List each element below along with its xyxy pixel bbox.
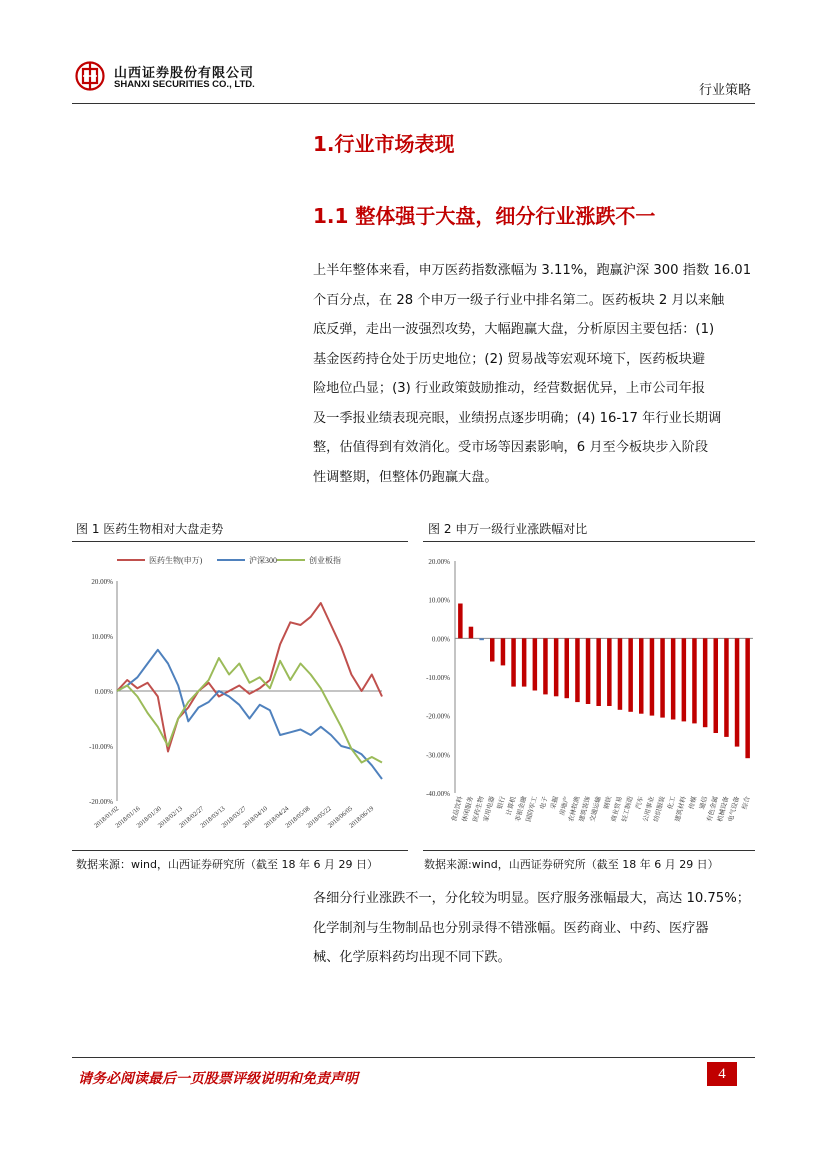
text-line: 上半年整体来看，申万医药指数涨幅为 3.11%，跑赢沪深 300 指数 16.01 bbox=[313, 263, 752, 278]
x-tick-label: 2018/02/27 bbox=[178, 805, 206, 830]
text-line: 个百分点，在 28 个申万一级子行业中排名第二。医药板块 2 月以来触 bbox=[313, 292, 725, 308]
figure2-top-rule bbox=[423, 541, 755, 542]
bar bbox=[543, 638, 548, 694]
x-tick-label: 非银金融 bbox=[514, 795, 529, 823]
x-tick-label: 计算机 bbox=[505, 795, 518, 817]
figure2-title: 图 2 申万一级行业涨跌幅对比 bbox=[428, 522, 588, 536]
subsection-heading: 1.1 整体强于大盘，细分行业涨跌不一 bbox=[313, 204, 656, 228]
bar bbox=[596, 638, 601, 706]
figure1-top-rule bbox=[72, 541, 408, 542]
figure1-bottom-rule bbox=[72, 850, 408, 851]
y-tick-label: 20.00% bbox=[428, 558, 450, 566]
bar bbox=[501, 638, 506, 665]
x-tick-label: 2018/06/19 bbox=[348, 805, 376, 830]
x-tick-label: 机械设备 bbox=[716, 795, 731, 823]
figure2-bottom-rule bbox=[423, 850, 755, 851]
footer-divider bbox=[72, 1057, 755, 1058]
text-line: 及一季报业绩表现亮眼，业绩拐点逐步明确；(4) 16-17 年行业长期调 bbox=[313, 410, 722, 426]
text-line: 基金医药持仓处于历史地位；(2) 贸易战等宏观环境下，医药板块避 bbox=[313, 351, 706, 367]
text-line: 底反弹，走出一波强烈攻势，大幅跑赢大盘，分析原因主要包括：(1) bbox=[313, 322, 715, 337]
bar bbox=[703, 638, 708, 727]
bar bbox=[490, 638, 495, 661]
body-paragraph-2 bbox=[313, 884, 753, 973]
company-name-en: SHANXI SECURITIES CO., LTD. bbox=[114, 79, 255, 90]
figure1-title: 图 1 医药生物相对大盘走势 bbox=[76, 522, 224, 536]
figure2-bar-chart bbox=[408, 546, 758, 846]
x-tick-label: 银行 bbox=[496, 795, 507, 811]
x-tick-label: 传媒 bbox=[688, 795, 699, 811]
y-tick-label: 10.00% bbox=[428, 596, 450, 605]
legend-label: 沪深300 bbox=[249, 556, 277, 565]
company-name-cn: 山西证券股份有限公司 bbox=[114, 66, 255, 81]
x-tick-label: 家用电器 bbox=[482, 795, 497, 823]
x-tick-label: 综合 bbox=[741, 795, 752, 811]
x-tick-label: 2018/01/02 bbox=[93, 805, 121, 830]
x-tick-label: 钢铁 bbox=[603, 795, 614, 811]
x-tick-label: 房地产 bbox=[558, 795, 571, 817]
bar bbox=[745, 638, 750, 758]
section-heading: 1.行业市场表现 bbox=[313, 132, 455, 156]
legend-label: 医药生物(申万) bbox=[149, 556, 203, 565]
y-tick-label: 0.00% bbox=[94, 688, 113, 696]
x-tick-label: 农林牧渔 bbox=[567, 795, 582, 823]
figure1-line-chart bbox=[72, 546, 408, 846]
bar bbox=[628, 638, 633, 712]
x-tick-label: 通信 bbox=[698, 795, 710, 811]
x-tick-label: 2018/04/10 bbox=[241, 805, 270, 830]
text-line: 化学制剂与生物制品也分别录得不错涨幅。医药商业、中药、医疗器 bbox=[313, 920, 709, 936]
x-tick-label: 2018/05/22 bbox=[305, 805, 333, 830]
bar bbox=[735, 638, 740, 746]
y-tick-label: -40.00% bbox=[426, 790, 450, 798]
x-tick-label: 2018/03/13 bbox=[199, 805, 227, 830]
x-tick-label: 交通运输 bbox=[589, 795, 603, 823]
report-category: 行业策略 bbox=[698, 83, 751, 98]
bar bbox=[469, 627, 474, 639]
header-divider bbox=[72, 103, 755, 104]
y-tick-label: -10.00% bbox=[89, 743, 113, 751]
body-paragraph-1 bbox=[313, 256, 753, 492]
x-tick-label: 纺织服装 bbox=[652, 795, 667, 823]
x-tick-label: 食品饮料 bbox=[450, 795, 465, 823]
x-tick-label: 2018/01/30 bbox=[135, 805, 163, 830]
x-tick-label: 建筑材料 bbox=[674, 795, 688, 823]
bar bbox=[639, 638, 644, 713]
disclaimer-link[interactable]: 请务必阅读最后一页股票评级说明和免责声明 bbox=[78, 1071, 358, 1087]
company-logo-icon bbox=[75, 61, 105, 91]
y-tick-label: 10.00% bbox=[91, 633, 113, 641]
x-tick-label: 有色金属 bbox=[706, 795, 720, 823]
bar bbox=[682, 638, 687, 721]
x-tick-label: 2018/02/13 bbox=[156, 805, 185, 830]
y-tick-label: -30.00% bbox=[426, 751, 450, 760]
text-line: 整，估值得到有效消化。受市场等因素影响，6 月至今板块步入阶段 bbox=[313, 440, 709, 455]
bar bbox=[479, 638, 484, 640]
x-tick-label: 建筑装饰 bbox=[578, 795, 592, 823]
page-number: 4 bbox=[707, 1062, 737, 1086]
x-tick-label: 电子 bbox=[539, 795, 550, 811]
x-tick-label: 2018/05/08 bbox=[284, 805, 312, 830]
bar bbox=[671, 638, 676, 719]
bar bbox=[660, 638, 665, 717]
figure1-source: 数据来源：wind，山西证券研究所（截至 18 年 6 月 29 日） bbox=[76, 858, 378, 871]
figure2-source: 数据来源:wind，山西证券研究所（截至 18 年 6 月 29 日） bbox=[424, 858, 719, 871]
x-tick-label: 医药生物 bbox=[472, 795, 486, 823]
x-tick-label: 商业贸易 bbox=[610, 795, 624, 823]
bar bbox=[607, 638, 612, 706]
x-tick-label: 国防军工 bbox=[525, 795, 539, 823]
bar bbox=[618, 638, 623, 710]
x-tick-label: 轻工制造 bbox=[621, 795, 635, 823]
bar bbox=[522, 638, 527, 686]
legend-label: 创业板指 bbox=[309, 556, 341, 565]
y-tick-label: 20.00% bbox=[91, 578, 113, 586]
text-line: 各细分行业涨跌不一，分化较为明显。医疗服务涨幅最大，高达 10.75%； bbox=[313, 891, 750, 906]
x-tick-label: 采掘 bbox=[549, 795, 561, 811]
x-tick-label: 电气设备 bbox=[727, 795, 741, 823]
text-line: 性调整期，但整体仍跑赢大盘。 bbox=[313, 469, 498, 485]
bar bbox=[650, 638, 655, 715]
x-tick-label: 2018/01/16 bbox=[114, 805, 142, 830]
text-line: 险地位凸显；(3) 行业政策鼓励推动，经营数据优异，上市公司年报 bbox=[313, 381, 706, 396]
x-tick-label: 2018/03/27 bbox=[220, 805, 248, 830]
bar bbox=[565, 638, 570, 698]
y-tick-label: -20.00% bbox=[89, 798, 113, 806]
bar bbox=[554, 638, 559, 696]
bar bbox=[511, 638, 516, 686]
bar bbox=[714, 638, 719, 733]
series-line bbox=[117, 650, 382, 779]
x-tick-label: 休闲服务 bbox=[461, 795, 475, 823]
y-tick-label: 0.00% bbox=[431, 635, 450, 644]
y-tick-label: -20.00% bbox=[426, 712, 450, 721]
text-line: 械、化学原料药均出现不同下跌。 bbox=[313, 950, 511, 965]
x-tick-label: 汽车 bbox=[635, 795, 646, 811]
bar bbox=[533, 638, 538, 690]
bar bbox=[586, 638, 591, 704]
x-tick-label: 2018/06/05 bbox=[326, 805, 355, 830]
x-tick-label: 化工 bbox=[666, 795, 678, 811]
bar bbox=[458, 604, 463, 639]
bar bbox=[692, 638, 697, 723]
bar bbox=[724, 638, 729, 737]
y-tick-label: -10.00% bbox=[426, 674, 450, 682]
bar bbox=[575, 638, 580, 702]
x-tick-label: 公用事业 bbox=[642, 795, 656, 823]
x-tick-label: 2018/04/24 bbox=[263, 805, 291, 830]
